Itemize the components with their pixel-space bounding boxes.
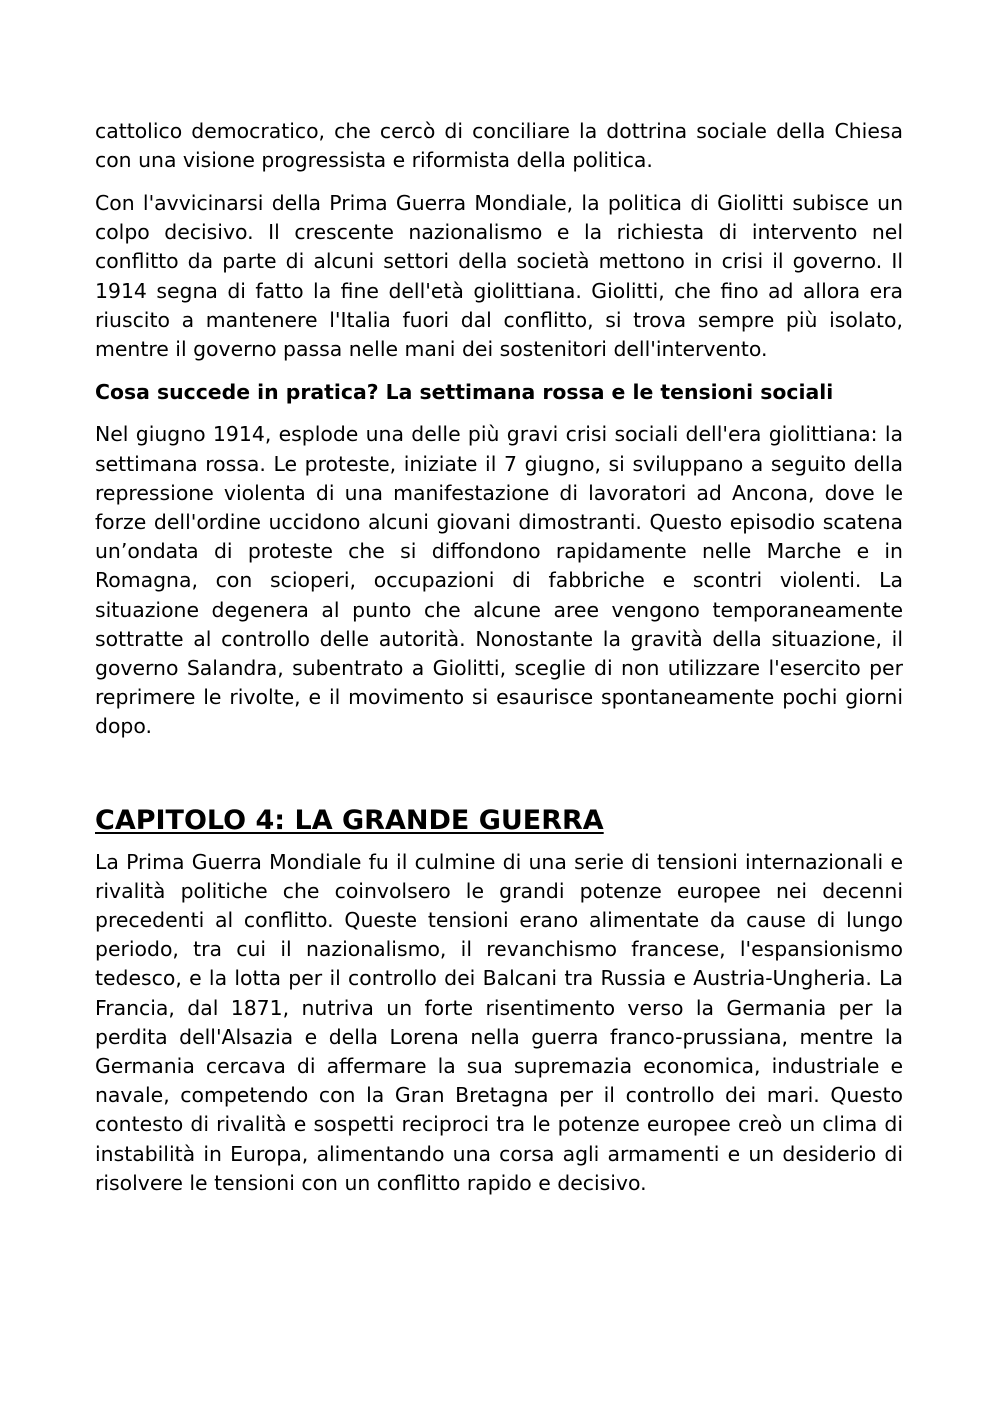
paragraph-intro-continuation: cattolico democratico, che cercò di conciliare la dottrina sociale della Chiesa con una visione progressista e riformista della politica. xyxy=(95,119,903,173)
paragraph-grande-guerra: La Prima Guerra Mondiale fu il culmine di una serie di tensioni internazionali e rivalità politiche che coinvolsero le grandi potenze europee nei decenni precedenti al conflitto. Queste tensioni erano alimentate da cause di lungo periodo, tra cui il nazionalismo, il revanchismo francese, l'espansionismo tedesco, e la lotta per il controllo dei Balcani tra Russia e Austria-Ungheria. La Francia, dal 1871, nutriva un forte risentimento verso la Germania per la perdita dell'Alsazia e della Lorena nella guerra franco-prussiana, mentre la Germania cercava di affermare la sua supremazia economica, industriale e navale, competendo con la Gran Bretagna per il controllo dei mari. Questo contesto di rivalità e sospetti reciproci tra le potenze europee creò un clima di instabilità in Europa, alimentando una corsa agli armamenti e un desiderio di risolvere le tensioni con un conflitto rapido e decisivo. xyxy=(95,849,903,1195)
paragraph-giolitti-decline: Con l'avvicinarsi della Prima Guerra Mondiale, la politica di Giolitti subisce un colpo decisivo. Il crescente nazionalismo e la richiesta di intervento nel conflitto da parte di alcuni settori della società mettono in crisi il governo. Il 1914 segna di fatto la fine dell'età giolittiana. Giolitti, che fino ad allora era riuscito a mantenere l'Italia fuori dal conflitto, si trova sempre più isolato, mentre il governo passa nelle mani dei sostenitori dell'intervento. xyxy=(95,190,903,361)
document-page xyxy=(95,117,903,1212)
section-heading: Cosa succede in pratica? La settimana rossa e le tensioni sociali xyxy=(95,379,834,404)
paragraph-settimana-rossa: Nel giugno 1914, esplode una delle più gravi crisi sociali dell'era giolittiana: la settimana rossa. Le proteste, iniziate il 7 giugno, si sviluppano a seguito della repressione violenta di una manifestazione di lavoratori ad Ancona, dove le forze dell'ordine uccidono alcuni giovani dimostranti. Questo episodio scatena un’ondata di proteste che si diffondono rapidamente nelle Marche e in Romagna, con scioperi, occupazioni di fabbriche e scontri violenti. La situazione degenera al punto che alcune aree vengono temporaneamente sottratte al controllo delle autorità. Nonostante la gravità della situazione, il governo Salandra, subentrato a Giolitti, sceglie di non utilizzare l'esercito per reprimere le rivolte, e il movimento si esaurisce spontaneamente pochi giorni dopo. xyxy=(95,422,903,739)
chapter-title: CAPITOLO 4: LA GRANDE GUERRA xyxy=(95,804,604,836)
